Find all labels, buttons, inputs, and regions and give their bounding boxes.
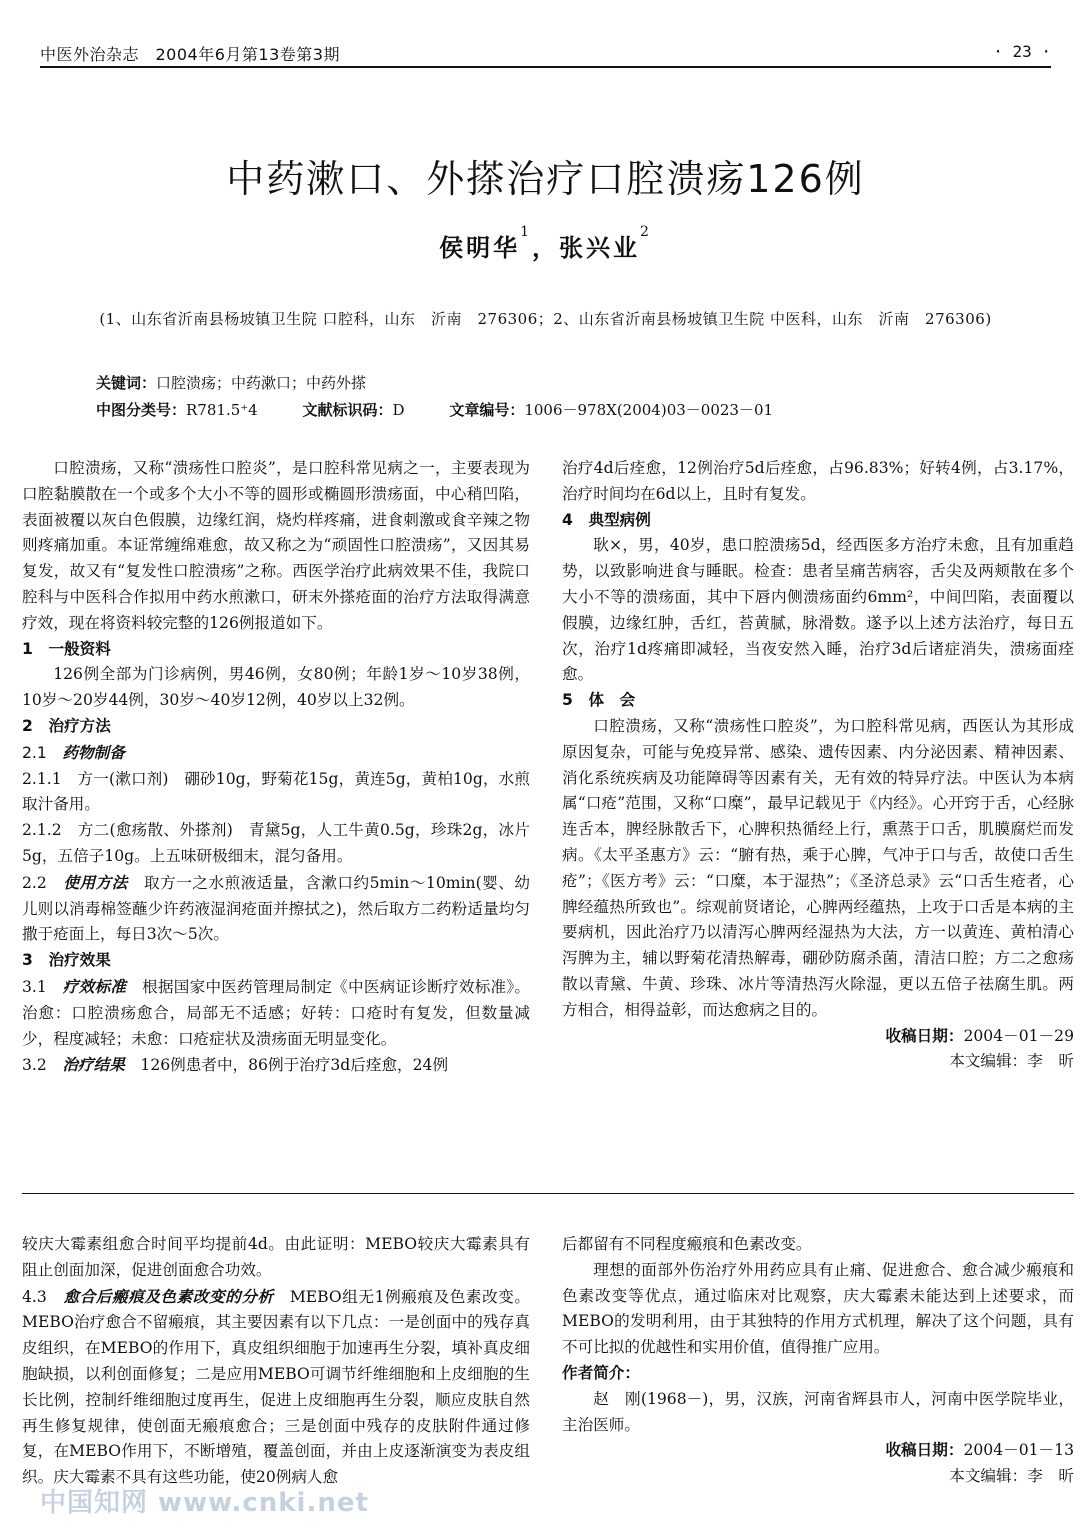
case-report-text: 耿×，男，40岁，患口腔溃疡5d，经西医多方治疗未愈，且有加重趋势，以致影响进食与睡眠。检查：患者呈痛苦病容，舌尖及两颊散在多个大小不等的溃疡面，其中下唇内侧溃疡面约6mm²，中间凹陷，表面覆以假膜，边缘红肿，舌红，苔黄腻，脉滑数。遂予以上述方法治疗，每日五次，治疗1d疼痛即减轻，当夜安然入睡，治疗3d后诸症消失，溃疡面痊愈。 — [562, 536, 1074, 684]
continuation-text-1: 较庆大霉素组愈合时间平均提前4d。由此证明：MEBO较庆大霉素具有阻止创面加深，促进创面愈合功效。 — [22, 1235, 530, 1279]
affiliation: (1、山东省沂南县杨坡镇卫生院 口腔科，山东 沂南 276306；2、山东省沂南县杨坡镇卫生院 中医科，山东 沂南 276306) — [99, 310, 992, 328]
section-3-1: 3.1 疗效标准 根据国家中医药管理局制定《中医病证诊断疗效标准》。治愈：口腔溃疡愈合，局部无不适感；好转：口疮时有复发，但数量减少，程度减轻；未愈：口疮症状及溃疡面无明显变化。 — [22, 976, 530, 1048]
doc-code-label: 文献标识码： — [302, 401, 393, 419]
clc-label: 中图分类号： — [96, 401, 187, 419]
keywords-label: 关键词： — [96, 374, 157, 392]
keywords: 口腔溃疡；中药漱口；中药外搽 — [156, 374, 367, 392]
section-heading-1: 1 一般资料 — [22, 639, 111, 658]
section-heading-4: 4 典型病例 — [562, 510, 651, 529]
author-separator: ， — [532, 233, 559, 262]
author-1: 侯明华 — [439, 233, 521, 262]
editor-line-2: 本文编辑：李 昕 — [949, 1467, 1074, 1486]
section-4-3: 4.3 愈合后瘢痕及色素改变的分析 MEBO组无1例瘢痕及色素改变。MEBO治疗愈合不留瘢痕，其主要因素有以下几点：一是创面中的残存真皮组织，在MEBO的作用下，真皮组织细胞于加速再生分裂，填补真皮细胞缺损，以利创面修复；二是应用MEBO可调节纤维细胞和上皮细胞的生长比例，控制纤维细胞过度再生，促进上皮细胞再生分裂，顺应皮肤自然再生修复规律，使创面无瘢痕愈合；三是创面中残存的皮肤附件通过修复，在MEBO作用下，不断增殖，覆盖创面，并由上皮逐渐演变为表皮组织。庆大霉素不具有这些功能，使20例病人愈 — [22, 1286, 530, 1487]
editor-line: 本文编辑：李 昕 — [949, 1052, 1074, 1071]
section-heading-2-1: 2.1 药物制备 — [22, 742, 125, 762]
body-column-right — [562, 456, 1074, 1075]
clc-number: R781.5⁺4 — [186, 401, 258, 419]
body-column-left — [22, 456, 530, 1079]
author-2: 张兴业 — [559, 233, 640, 262]
section-2-2: 2.2 使用方法 取方一之水煎液适量，含漱口约5min～10min(婴、幼儿则以消毒棉签蘸少许药液湿润疮面并擦拭之)，然后取方二药粉适量均匀撒于疮面上，每日3次～5次。 — [22, 872, 531, 944]
page-number: · 23 · — [993, 42, 1051, 61]
article-id-label: 文章编号： — [449, 401, 525, 419]
intro-paragraph: 口腔溃疡，又称“溃疡性口腔炎”，是口腔科常见病之一，主要表现为口腔黏膜散在一个或多个大小不等的圆形或椭圆形溃疡面，中心稍凹陷，表面被覆以灰白色假膜，边缘红润，烧灼样疼痛，进食刺激或食辛辣之物则疼痛加重。本证常缠绵难愈，故又称之为“顽固性口腔溃疡”，又因其易复发，故又有“复发性口腔溃疡”之称。西医学治疗此病效果不佳，我院口腔科与中医科合作拟用中药水煎漱口，研末外搽疮面的治疗方法取得满意疗效，现在将资料较完整的126例报道如下。 — [22, 459, 530, 632]
article-separator — [22, 1193, 1074, 1194]
section-3-2: 3.2 治疗结果 126例患者中，86例于治疗3d后痊愈，24例 — [22, 1055, 449, 1075]
continuation-text-2: 后都留有不同程度瘢痕和色素改变。 — [562, 1235, 812, 1253]
received-date-2: 收稿日期：2004－01－13 — [885, 1441, 1074, 1460]
section-heading-5: 5 体 会 — [562, 691, 636, 710]
author-1-affil: 1 — [520, 224, 532, 240]
article-title: 中药漱口、外搽治疗口腔溃疡126例 — [226, 157, 865, 201]
continuation-text-3: 理想的面部外伤治疗外用药应具有止痛、促进愈合、愈合减少瘢痕和色素改变等优点，通过临床对比观察，庆大霉素未能达到上述要求，而MEBO的发明利用，由于其独特的作用方式机理，解决了这个问题，具有不可比拟的优越性和实用价值，值得推广应用。 — [562, 1260, 1074, 1357]
journal-info: 中医外治杂志 2004年6月第13卷第3期 — [40, 45, 340, 64]
author-bio-heading: 作者简介： — [562, 1363, 640, 1382]
author-bio-text: 赵 刚(1968－)，男，汉族，河南省辉县市人，河南中医学院毕业，主治医师。 — [562, 1389, 1074, 1434]
discussion-text: 口腔溃疡，又称“溃疡性口腔炎”，为口腔科常见病，西医认为其形成原因复杂，可能与免疫异常、感染、遗传因素、内分泌因素、精神因素、消化系统疾病及功能障碍等因素有关，无有效的特异疗法。中医认为本病属“口疮”范围，又称“口糜”，最早记载见于《内经》。心开窍于舌，心经脉连舌本，脾经脉散舌下，心脾积热循经上行，熏蒸于口舌，肌膜腐烂而发病。《太平圣惠方》云：“腑有热，乘于心脾，气冲于口与舌，故使口舌生疮”；《医方考》云：“口糜，本于湿热”；《圣济总录》云“口舌生疮者，心脾经蕴热所致也”。综观前贤诸论，心脾两经蕴热，上攻于口舌是本病的主要病机，因此治疗乃以清泻心脾两经湿热为大法，方一以黄连、黄柏清心泻脾为主，辅以野菊花清热解毒，硼砂防腐杀菌，清洁口腔；方二之愈疡散以青黛、牛黄、珍珠、冰片等清热泻火除湿，更以五倍子祛腐生肌。两方相合，相得益彰，而达愈病之目的。 — [562, 716, 1074, 1019]
author-2-affil: 2 — [640, 224, 652, 240]
continuation-column-right — [562, 1232, 1074, 1490]
authors — [0, 224, 1091, 263]
watermark: 中国知网 www.cnki.net — [40, 1488, 369, 1518]
section-3-2-continued: 治疗4d后痊愈，12例治疗5d后痊愈，占96.83%；好转4例，占3.17%，治疗时间均在6d以上，且时有复发。 — [562, 459, 1074, 503]
section-1-text: 126例全部为门诊病例，男46例，女80例；年龄1岁～10岁38例，10岁～20岁44例，30岁～40岁12例，40岁以上32例。 — [22, 665, 530, 710]
keywords-line — [96, 372, 366, 393]
continuation-column-left — [22, 1232, 530, 1491]
article-id: 1006－978X(2004)03－0023－01 — [524, 401, 774, 419]
running-head — [40, 36, 1051, 68]
section-heading-3: 3 治疗效果 — [22, 951, 111, 970]
section-2-1-1: 2.1.1 方一(漱口剂) 硼砂10g，野菊花15g，黄连5g，黄柏10g，水煎取汁备用。 — [22, 769, 530, 814]
classification-line — [96, 399, 773, 420]
doc-code: D — [392, 401, 405, 419]
section-heading-2: 2 治疗方法 — [22, 716, 111, 735]
header-rule — [40, 66, 1051, 68]
section-2-1-2: 2.1.2 方二(愈疡散、外搽剂) 青黛5g，人工牛黄0.5g，珍珠2g，冰片5g，五倍子10g。上五味研极细末，混匀备用。 — [22, 821, 530, 865]
received-date: 收稿日期：2004－01－29 — [885, 1026, 1074, 1045]
